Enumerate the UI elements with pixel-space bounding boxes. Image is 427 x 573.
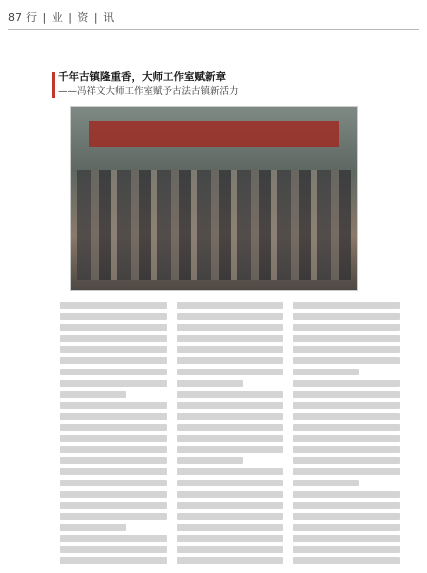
section-label: 行 | 业 | 资 | 讯	[26, 11, 116, 24]
text-line-placeholder	[293, 324, 400, 331]
text-line-placeholder	[177, 380, 243, 387]
text-line-placeholder	[177, 357, 284, 364]
text-line-placeholder	[293, 513, 400, 520]
text-line-placeholder	[293, 313, 400, 320]
text-line-placeholder	[177, 513, 284, 520]
text-line-placeholder	[177, 502, 284, 509]
body-column-1	[60, 302, 167, 564]
text-line-placeholder	[177, 524, 284, 531]
text-line-placeholder	[60, 446, 167, 453]
text-line-placeholder	[60, 557, 167, 564]
text-line-placeholder	[177, 535, 284, 542]
page-header	[8, 8, 115, 26]
text-line-placeholder	[177, 491, 284, 498]
text-line-placeholder	[60, 302, 167, 309]
text-line-placeholder	[293, 524, 400, 531]
text-line-placeholder	[177, 391, 284, 398]
text-line-placeholder	[177, 369, 284, 376]
photo-banner	[89, 121, 339, 147]
photo-group	[77, 170, 351, 280]
text-line-placeholder	[293, 535, 400, 542]
header-divider	[8, 29, 419, 30]
text-line-placeholder	[60, 369, 167, 376]
text-line-placeholder	[60, 491, 167, 498]
text-line-placeholder	[177, 435, 284, 442]
text-line-placeholder	[60, 457, 167, 464]
text-line-placeholder	[293, 457, 400, 464]
text-line-placeholder	[293, 402, 400, 409]
text-line-placeholder	[60, 546, 167, 553]
text-line-placeholder	[177, 335, 284, 342]
text-line-placeholder	[293, 546, 400, 553]
text-line-placeholder	[60, 435, 167, 442]
text-line-placeholder	[177, 346, 284, 353]
text-line-placeholder	[177, 446, 284, 453]
text-line-placeholder	[60, 391, 126, 398]
text-line-placeholder	[293, 480, 359, 487]
text-line-placeholder	[177, 402, 284, 409]
text-line-placeholder	[177, 557, 284, 564]
text-line-placeholder	[60, 413, 167, 420]
text-line-placeholder	[60, 480, 167, 487]
text-line-placeholder	[177, 424, 284, 431]
text-line-placeholder	[60, 535, 167, 542]
text-line-placeholder	[293, 413, 400, 420]
title-accent-bar	[52, 72, 55, 98]
text-line-placeholder	[293, 369, 359, 376]
text-line-placeholder	[60, 402, 167, 409]
text-line-placeholder	[177, 468, 284, 475]
text-line-placeholder	[293, 446, 400, 453]
text-line-placeholder	[60, 335, 167, 342]
text-line-placeholder	[293, 557, 400, 564]
text-line-placeholder	[60, 380, 167, 387]
text-line-placeholder	[293, 357, 400, 364]
text-line-placeholder	[60, 424, 167, 431]
body-column-3	[293, 302, 400, 564]
page-number: 87	[8, 10, 22, 24]
text-line-placeholder	[177, 324, 284, 331]
text-line-placeholder	[177, 480, 284, 487]
text-line-placeholder	[293, 346, 400, 353]
text-line-placeholder	[60, 502, 167, 509]
text-line-placeholder	[177, 313, 284, 320]
text-line-placeholder	[60, 313, 167, 320]
text-line-placeholder	[177, 457, 243, 464]
text-line-placeholder	[60, 524, 126, 531]
text-line-placeholder	[293, 335, 400, 342]
text-line-placeholder	[293, 380, 400, 387]
article-photo	[70, 106, 358, 291]
text-line-placeholder	[60, 468, 167, 475]
text-line-placeholder	[60, 346, 167, 353]
body-column-2	[177, 302, 284, 564]
article-headline: 千年古镇隆重香，大师工作室赋新章	[58, 71, 226, 83]
article-subtitle: ——冯祥文大师工作室赋予古法古镇新活力	[58, 86, 239, 97]
text-line-placeholder	[177, 302, 284, 309]
text-line-placeholder	[293, 391, 400, 398]
text-line-placeholder	[293, 302, 400, 309]
text-line-placeholder	[293, 502, 400, 509]
text-line-placeholder	[60, 513, 167, 520]
text-line-placeholder	[60, 324, 167, 331]
text-line-placeholder	[293, 468, 400, 475]
text-line-placeholder	[293, 435, 400, 442]
text-line-placeholder	[293, 424, 400, 431]
article-body	[60, 302, 400, 564]
text-line-placeholder	[177, 413, 284, 420]
text-line-placeholder	[60, 357, 167, 364]
text-line-placeholder	[293, 491, 400, 498]
text-line-placeholder	[177, 546, 284, 553]
article-titles	[58, 70, 378, 99]
